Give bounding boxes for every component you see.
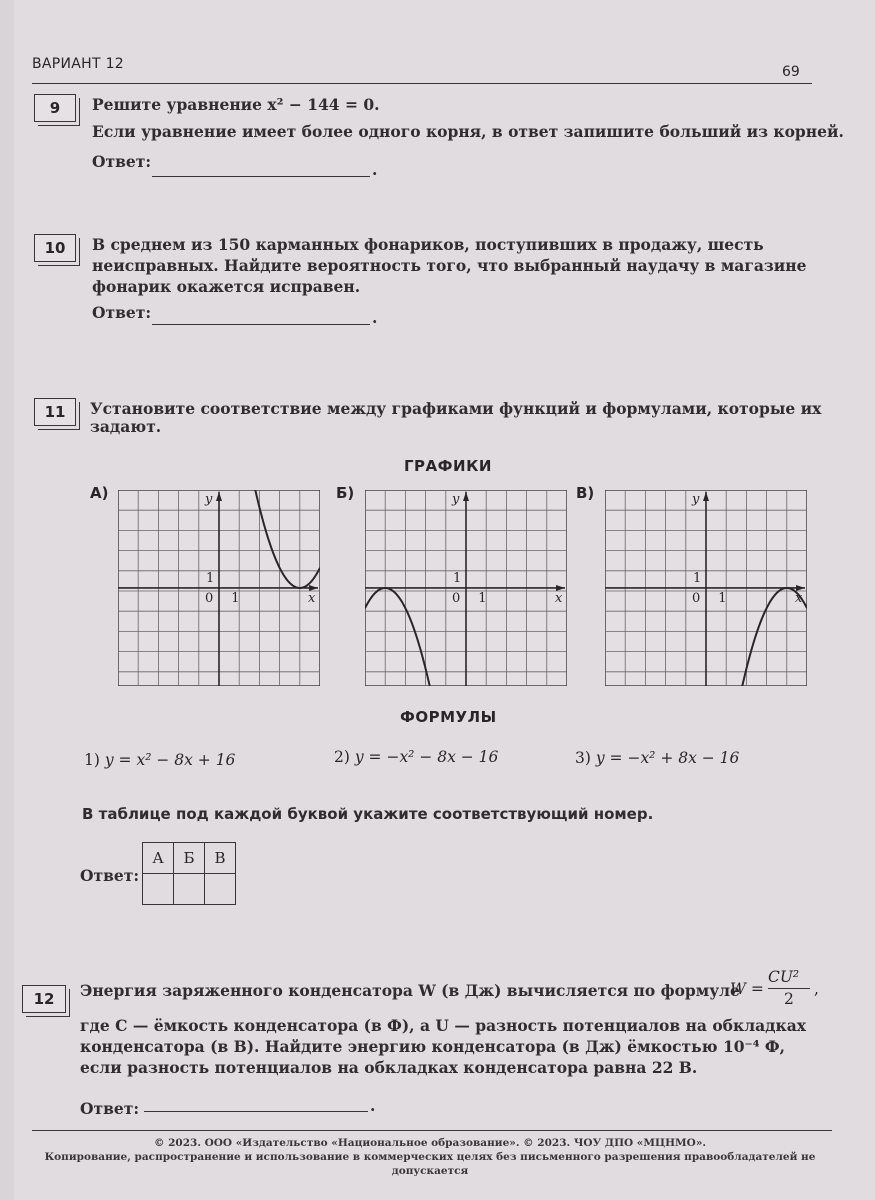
formulas-caption: ФОРМУЛЫ bbox=[400, 708, 497, 726]
answer-cell-a[interactable] bbox=[143, 874, 174, 905]
graph-a-label: А) bbox=[90, 484, 109, 502]
task-9-answer-dot: . bbox=[372, 160, 378, 179]
origin-label: 0 bbox=[452, 590, 461, 606]
task-12-line-2: где C — ёмкость конденсатора (в Ф), а U — разность потенциалов на обкладках bbox=[80, 1016, 806, 1035]
graph-v bbox=[605, 490, 807, 686]
formula-w-fraction-bar bbox=[768, 988, 810, 989]
graph-a bbox=[118, 490, 320, 686]
table-header-a: А bbox=[143, 843, 174, 874]
graph-b-svg bbox=[365, 490, 567, 686]
y-axis-label: y bbox=[452, 492, 460, 507]
table-header-v: В bbox=[205, 843, 236, 874]
task-12-number: 12 bbox=[22, 985, 66, 1013]
formula-w-lhs: W = bbox=[730, 980, 764, 998]
task-11-answer-table bbox=[142, 842, 236, 905]
graphs-caption: ГРАФИКИ bbox=[404, 457, 492, 475]
origin-label: 0 bbox=[205, 590, 214, 606]
footer-disclaimer: Копирование, распространение и использование в коммерческих целях без письменного разрешения правообладателей не допускается bbox=[44, 1151, 816, 1177]
task-10-answer-field[interactable] bbox=[152, 324, 370, 325]
graph-v-label: В) bbox=[576, 484, 595, 502]
task-11-answer-label: Ответ: bbox=[80, 866, 140, 885]
workbook-page bbox=[14, 0, 875, 1200]
formula-w-denominator: 2 bbox=[784, 990, 794, 1008]
formula-3 bbox=[575, 749, 739, 767]
task-9-line-2: Если уравнение имеет более одного корня, в ответ запишите больший из корней. bbox=[92, 122, 844, 141]
formula-w-numerator: CU² bbox=[768, 968, 800, 986]
task-12-answer-field[interactable] bbox=[144, 1111, 368, 1112]
task-9-number: 9 bbox=[34, 94, 76, 122]
formula-3-text: y = −x² + 8x − 16 bbox=[595, 749, 740, 767]
task-10-answer-label: Ответ: bbox=[92, 303, 152, 322]
header-rule bbox=[32, 83, 812, 84]
unit-y-label: 1 bbox=[206, 570, 215, 586]
origin-label: 0 bbox=[692, 590, 701, 606]
x-axis-label: x bbox=[308, 590, 316, 606]
task-9-answer-label: Ответ: bbox=[92, 152, 152, 171]
footer-copyright: © 2023. ООО «Издательство «Национальное образование». © 2023. ЧОУ ДПО «МЦНМО». bbox=[153, 1137, 707, 1149]
formula-w-comma: , bbox=[814, 980, 819, 998]
task-10-answer-dot: . bbox=[372, 308, 378, 327]
task-11-number: 11 bbox=[34, 398, 76, 426]
task-10-line-2: неисправных. Найдите вероятность того, что выбранный наудачу в магазине bbox=[92, 256, 807, 275]
y-axis-label: y bbox=[205, 492, 213, 507]
answer-cell-v[interactable] bbox=[205, 874, 236, 905]
task-11-line-2: задают. bbox=[90, 417, 162, 436]
formula-1-num: 1) bbox=[84, 751, 100, 769]
task-12-line-3: конденсатора (в В). Найдите энергию конденсатора (в Дж) ёмкостью 10⁻⁴ Ф, bbox=[80, 1037, 786, 1056]
x-axis-label: x bbox=[795, 590, 803, 606]
answer-cell-b[interactable] bbox=[174, 874, 205, 905]
task-12-answer-dot: . bbox=[370, 1096, 376, 1115]
unit-x-label: 1 bbox=[718, 590, 727, 606]
variant-label: ВАРИАНТ 12 bbox=[32, 56, 125, 72]
task-9-answer-field[interactable] bbox=[152, 176, 370, 177]
graph-v-svg bbox=[605, 490, 807, 686]
footer-rule bbox=[32, 1130, 832, 1131]
unit-x-label: 1 bbox=[478, 590, 487, 606]
task-11-instruction: В таблице под каждой буквой укажите соответствующий номер. bbox=[82, 805, 654, 823]
formula-1-text: y = x² − 8x + 16 bbox=[104, 751, 236, 769]
page-number: 69 bbox=[782, 64, 800, 80]
formula-2-num: 2) bbox=[334, 748, 350, 766]
graph-b-label: Б) bbox=[336, 484, 355, 502]
y-axis-label: y bbox=[692, 492, 700, 507]
unit-x-label: 1 bbox=[231, 590, 240, 606]
formula-1 bbox=[84, 751, 235, 769]
task-10-number: 10 bbox=[34, 234, 76, 262]
task-11-line-1: Установите соответствие между графиками функций и формулами, которые их bbox=[90, 399, 822, 418]
task-10-line-1: В среднем из 150 карманных фонариков, поступивших в продажу, шесть bbox=[92, 235, 764, 254]
graph-b bbox=[365, 490, 567, 686]
task-12-line-1: Энергия заряженного конденсатора W (в Дж) вычисляется по формуле bbox=[80, 981, 740, 1000]
formula-2-text: y = −x² − 8x − 16 bbox=[354, 748, 499, 766]
x-axis-label: x bbox=[555, 590, 563, 606]
table-header-b: Б bbox=[174, 843, 205, 874]
unit-y-label: 1 bbox=[453, 570, 462, 586]
task-12-answer-label: Ответ: bbox=[80, 1099, 140, 1118]
formula-3-num: 3) bbox=[575, 749, 591, 767]
task-12-line-4: если разность потенциалов на обкладках конденсатора равна 22 В. bbox=[80, 1058, 698, 1077]
task-9-line-1: Решите уравнение x² − 144 = 0. bbox=[92, 95, 380, 114]
task-10-line-3: фонарик окажется исправен. bbox=[92, 277, 361, 296]
unit-y-label: 1 bbox=[693, 570, 702, 586]
formula-2 bbox=[334, 748, 498, 766]
graph-a-svg bbox=[118, 490, 320, 686]
